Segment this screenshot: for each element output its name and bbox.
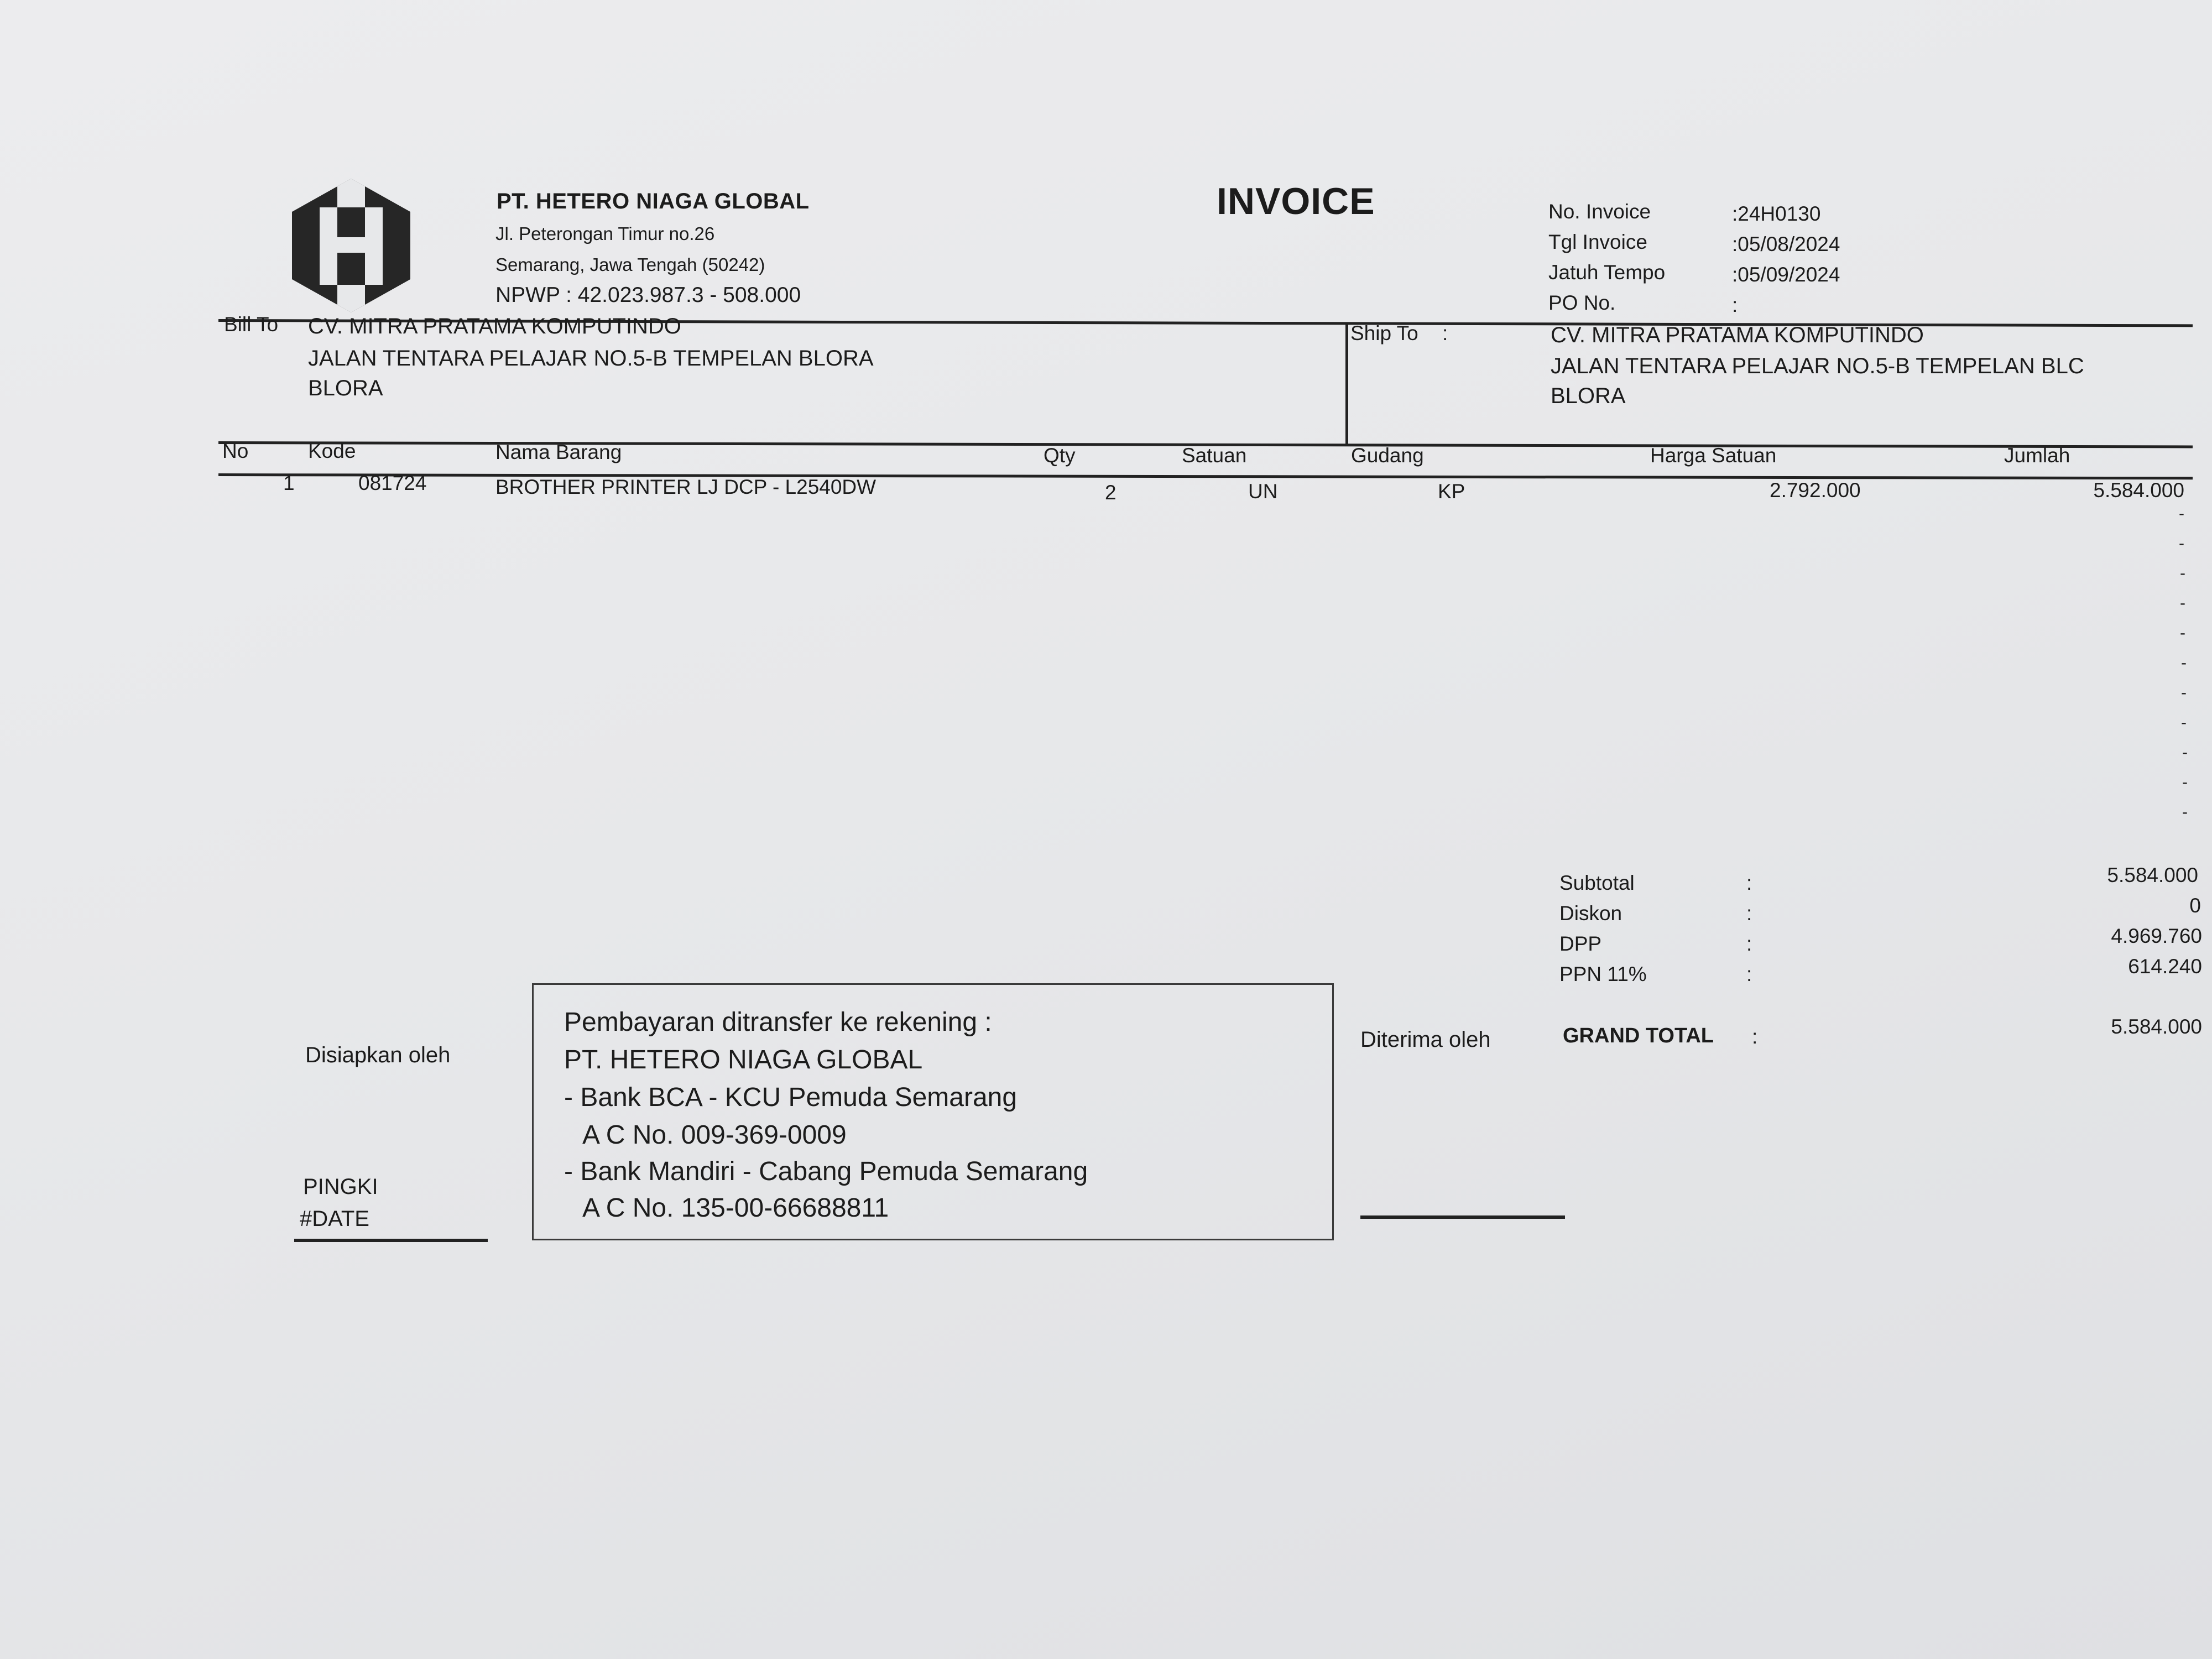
- empty-row-mark: -: [2182, 803, 2188, 821]
- payment-line-company: PT. HETERO NIAGA GLOBAL: [564, 1045, 923, 1074]
- subtotal-colon: :: [1746, 872, 1752, 894]
- po-no-value: :: [1732, 294, 1738, 316]
- prepared-by-label: Disiapkan oleh: [305, 1043, 451, 1067]
- received-signature-line: [1360, 1215, 1565, 1219]
- bill-to-address: JALAN TENTARA PELAJAR NO.5-B TEMPELAN BLORA: [308, 346, 874, 371]
- payment-line-mandiri-account: A C No. 135-00-66688811: [582, 1193, 889, 1223]
- diskon-colon: :: [1746, 902, 1752, 925]
- empty-row-mark: -: [2181, 684, 2187, 702]
- tgl-invoice-value: :05/08/2024: [1732, 233, 1840, 255]
- tgl-invoice-label: Tgl Invoice: [1548, 231, 1647, 253]
- row-jumlah: 5.584.000: [2093, 479, 2184, 502]
- jatuh-tempo-value: :05/09/2024: [1732, 263, 1840, 286]
- document-title: INVOICE: [1217, 180, 1375, 222]
- payment-line-bca-account: A C No. 009-369-0009: [582, 1120, 847, 1150]
- payment-instructions-box: [532, 983, 1334, 1240]
- empty-row-mark: -: [2179, 504, 2184, 523]
- col-header-satuan: Satuan: [1182, 444, 1247, 467]
- grand-total-value: 5.584.000: [2111, 1015, 2202, 1038]
- col-header-nama-barang: Nama Barang: [495, 441, 622, 463]
- subtotal-value: 5.584.000: [2107, 864, 2198, 886]
- bill-to-name: CV. MITRA PRATAMA KOMPUTINDO: [308, 314, 681, 338]
- payment-line-mandiri: - Bank Mandiri - Cabang Pemuda Semarang: [564, 1157, 1088, 1186]
- company-address-line1: Jl. Peterongan Timur no.26: [495, 223, 715, 244]
- col-header-kode: Kode: [308, 440, 356, 462]
- dpp-value: 4.969.760: [2111, 925, 2202, 947]
- empty-row-mark: -: [2181, 654, 2187, 672]
- ship-to-city: BLORA: [1551, 384, 1626, 408]
- ship-to-label: Ship To: [1350, 322, 1418, 345]
- col-header-gudang: Gudang: [1351, 444, 1424, 467]
- empty-row-mark: -: [2180, 564, 2185, 582]
- prepared-by-date: #DATE: [300, 1207, 369, 1231]
- grand-total-label: GRAND TOTAL: [1563, 1024, 1714, 1047]
- row-nama-barang: BROTHER PRINTER LJ DCP - L2540DW: [495, 476, 877, 498]
- ppn-colon: :: [1746, 963, 1752, 985]
- row-kode: 081724: [358, 472, 427, 494]
- ship-to-colon: :: [1442, 322, 1448, 345]
- hexagon-H-logo-icon: [282, 174, 420, 312]
- row-gudang: KP: [1438, 480, 1465, 503]
- ship-to-address: JALAN TENTARA PELAJAR NO.5-B TEMPELAN BLC: [1551, 354, 2084, 378]
- dpp-label: DPP: [1559, 932, 1602, 955]
- company-name: PT. HETERO NIAGA GLOBAL: [497, 189, 810, 213]
- row-harga-satuan: 2.792.000: [1770, 479, 1861, 502]
- empty-row-mark: -: [2179, 534, 2184, 552]
- row-satuan: UN: [1248, 480, 1278, 503]
- ppn-value: 614.240: [2128, 955, 2202, 978]
- grand-total-colon: :: [1752, 1025, 1758, 1048]
- row-no: 1: [283, 472, 295, 494]
- payment-line-bca: - Bank BCA - KCU Pemuda Semarang: [564, 1083, 1018, 1112]
- col-header-qty: Qty: [1044, 444, 1076, 467]
- dpp-colon: :: [1746, 932, 1752, 955]
- ship-to-name: CV. MITRA PRATAMA KOMPUTINDO: [1551, 323, 1924, 347]
- no-invoice-value: :24H0130: [1732, 202, 1821, 225]
- company-address-line2: Semarang, Jawa Tengah (50242): [495, 254, 765, 275]
- subtotal-label: Subtotal: [1559, 872, 1635, 894]
- jatuh-tempo-label: Jatuh Tempo: [1548, 261, 1666, 284]
- prepared-signature-line: [294, 1239, 488, 1242]
- empty-row-mark: -: [2182, 743, 2188, 761]
- company-npwp: NPWP : 42.023.987.3 - 508.000: [495, 283, 801, 307]
- empty-row-mark: -: [2182, 773, 2188, 791]
- payment-line-intro: Pembayaran ditransfer ke rekening :: [564, 1008, 992, 1037]
- prepared-by-name: PINGKI: [303, 1175, 378, 1199]
- col-header-harga-satuan: Harga Satuan: [1650, 444, 1777, 467]
- diskon-label: Diskon: [1559, 902, 1623, 925]
- empty-row-mark: -: [2181, 713, 2187, 732]
- bill-to-label: Bill To: [224, 313, 279, 336]
- diskon-value: 0: [2189, 894, 2201, 917]
- empty-row-mark: -: [2180, 594, 2185, 612]
- bill-ship-divider: [1345, 324, 1348, 446]
- po-no-label: PO No.: [1548, 291, 1616, 314]
- row-qty: 2: [1105, 481, 1117, 504]
- empty-row-mark: -: [2180, 624, 2185, 642]
- col-header-no: No: [222, 440, 249, 462]
- col-header-jumlah: Jumlah: [2004, 444, 2070, 467]
- no-invoice-label: No. Invoice: [1548, 200, 1651, 223]
- ppn-label: PPN 11%: [1559, 963, 1647, 985]
- bill-to-city: BLORA: [308, 376, 383, 400]
- received-by-label: Diterima oleh: [1360, 1027, 1491, 1052]
